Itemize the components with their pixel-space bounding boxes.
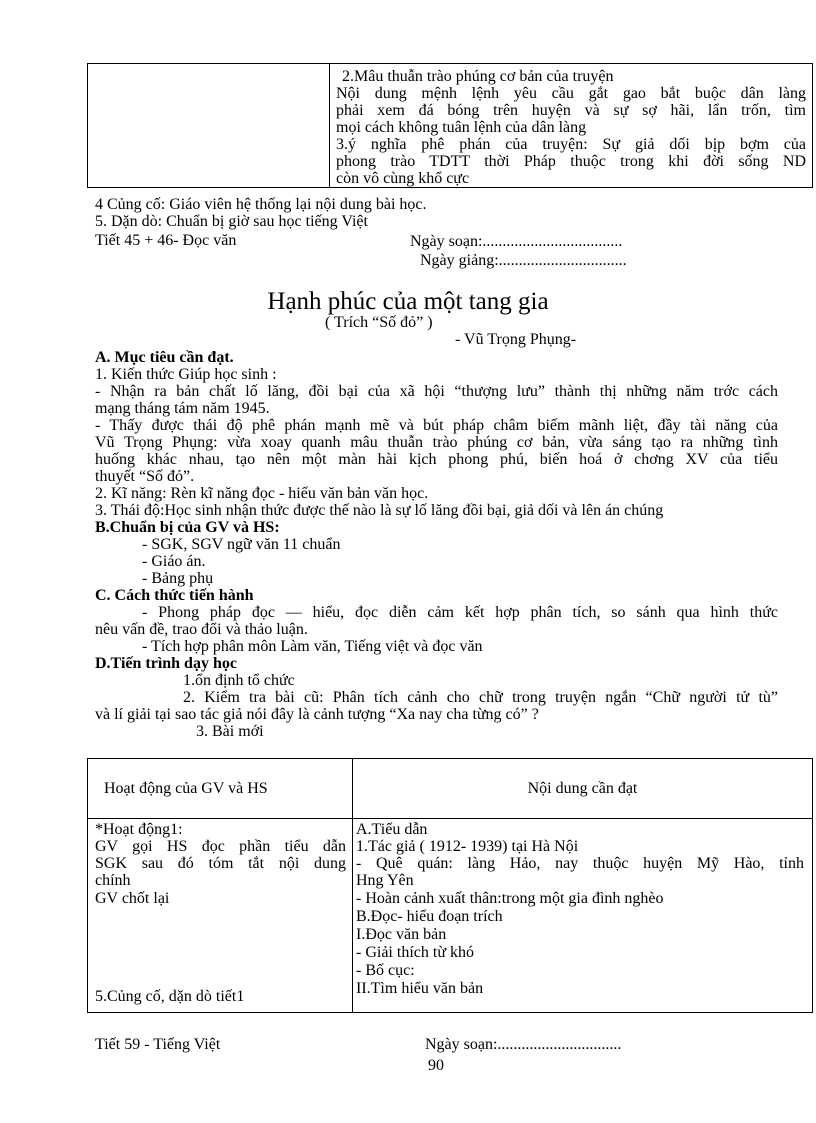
d2-line: 2. Kiểm tra bài cũ: Phân tích cảnh cho chữ trong truyện ngắn “Chữ người tử tù” [183, 689, 778, 706]
a1-para2-line: huống khác nhau, tạo nên một màn hài kịch phong phú, biến hoá ở chơng XV của tiểu [95, 451, 778, 468]
footer-tiet: Tiết 59 - Tiếng Việt [95, 1036, 221, 1053]
activity-chot: GV chốt lại [95, 890, 170, 907]
header-left-cell [88, 759, 353, 819]
page-number: 90 [428, 1057, 444, 1074]
section-a-heading: A. Mục tiêu cần đạt. [95, 349, 234, 366]
tiet-line: Tiết 45 + 46- Đọc văn [95, 232, 237, 249]
header-right-cell [353, 759, 813, 819]
b-item: - SGK, SGV ngữ văn 11 chuẩn [142, 536, 341, 553]
content-line: - Giải thích từ khó [356, 944, 474, 961]
top-table-line: Nội dung mệnh lệnh yêu cầu gắt gao bắt buộc dân làng [336, 85, 806, 102]
activity-label: *Hoạt động1: [95, 821, 183, 838]
d2-line: và lí giải tại sao tác giả nói đây là cảnh tượng “Xa nay cha từng có” ? [95, 706, 539, 723]
content-cell [353, 819, 813, 1013]
content-line: II.Tìm hiểu văn bản [356, 980, 484, 997]
d3-line: 3. Bài mới [196, 723, 264, 740]
top-table-line: còn vô cùng khổ cực [336, 170, 470, 187]
ngay-giang: Ngày giảng:................................ [420, 252, 627, 269]
activity-cell [88, 819, 353, 1013]
top-table-left-cell [88, 64, 330, 188]
top-table-line: 3.ý nghĩa phê phán của truyện: Sự giả dối bịp bợm của [336, 136, 806, 153]
a1-para2-line: - Thấy được thái độ phê phán mạnh mẽ và bút pháp châm biếm mãnh liệt, đầy tài năng của [95, 417, 778, 434]
top-table [87, 63, 813, 188]
top-table-line: phong trào TDTT thời Pháp thuộc trong khi đời sống ND [336, 153, 806, 170]
header-left: Hoạt động của GV và HS [104, 780, 268, 797]
content-line: - Hoàn cảnh xuất thân:trong một gia đình nghèo [356, 890, 664, 907]
content-line: Hng Yên [356, 872, 414, 889]
content-line: B.Đọc- hiểu đoạn trích [356, 908, 503, 925]
lesson-table [87, 758, 813, 1013]
dan-do-line: 5. Dặn dò: Chuẩn bị giờ sau học tiếng Việt [95, 213, 368, 230]
section-d-heading: D.Tiến trình dạy học [95, 655, 237, 672]
a2-line: 2. Kĩ năng: Rèn kĩ năng đọc - hiểu văn bản văn học. [95, 485, 429, 502]
ngay-soan: Ngày soạn:................................... [410, 233, 623, 250]
section-b-heading: B.Chuẩn bị của GV và HS: [95, 519, 280, 536]
section-c-heading: C. Cách thức tiến hành [95, 587, 254, 604]
header-right: Nội dung cần đạt [527, 780, 638, 797]
activity-line: GV gọi HS đọc phần tiểu dẫn [95, 838, 346, 855]
top-table-line: phải xem đá bóng trên huyện và sự sợ hãi, lẩn trốn, tìm [336, 102, 806, 119]
top-table-line: mọi cách không tuân lệnh của dân làng [336, 119, 587, 136]
content-line: - Quê quán: làng Hảo, nay thuộc huyện Mỹ Hào, tỉnh [356, 855, 804, 872]
c-para1-line: - Phong pháp đọc — hiểu, đọc diễn cảm kết hợp phân tích, so sánh qua hình thức [142, 604, 778, 621]
content-line: 1.Tác giả ( 1912- 1939) tại Hà Nội [356, 838, 579, 855]
b-item: - Bảng phụ [142, 570, 214, 587]
main-body [95, 349, 778, 740]
top-table-line: 2.Mâu thuẫn trào phúng cơ bản của truyện [342, 68, 614, 85]
a1-line: 1. Kiến thức Giúp học sinh : [95, 366, 277, 383]
b-item: - Giáo án. [142, 553, 206, 570]
content-line: - Bố cục: [356, 962, 415, 979]
page-title: Hạnh phúc của một tang gia [267, 288, 549, 315]
top-table-right-cell [330, 64, 813, 188]
activity-cung-co: 5.Củng cố, dặn dò tiết1 [95, 988, 245, 1005]
a1-para1-line: - Nhận ra bản chất lố lăng, đồi bại của xã hội “thượng lưu” thành thị những năm trớc cách [95, 383, 778, 400]
c-para2-line: - Tích hợp phân môn Làm văn, Tiếng việt và đọc văn [142, 638, 483, 655]
a1-para2-line: thuyết “Số đỏ”. [95, 468, 195, 485]
activity-line: chính [95, 872, 131, 889]
content-line: I.Đọc văn bản [356, 926, 447, 943]
c-para1-line: nêu vấn đề, trao đổi và thảo luận. [95, 621, 308, 638]
a1-para2-line: Vũ Trọng Phụng: vừa xoay quanh mâu thuẫn trào phúng cơ bản, vừa sáng tạo ra những tình [95, 434, 778, 451]
subtitle: ( Trích “Số đỏ” ) [325, 314, 433, 331]
a3-line: 3. Thái độ:Học sinh nhận thức được thế nào là sự lố lăng đồi bại, giả dối và lên án chúng [95, 502, 664, 519]
author: - Vũ Trọng Phụng- [455, 331, 577, 348]
a1-para1-line: mạng tháng tám năm 1945. [95, 400, 270, 417]
d1-line: 1.ổn định tổ chức [183, 672, 295, 689]
activity-line: SGK sau đó tóm tắt nội dung [95, 855, 346, 872]
cung-co-line: 4 Củng cố: Giáo viên hệ thống lại nội dung bài học. [95, 196, 427, 213]
content-line: A.Tiểu dẫn [356, 821, 428, 838]
footer-ngay-soan: Ngày soạn:............................... [425, 1036, 622, 1053]
